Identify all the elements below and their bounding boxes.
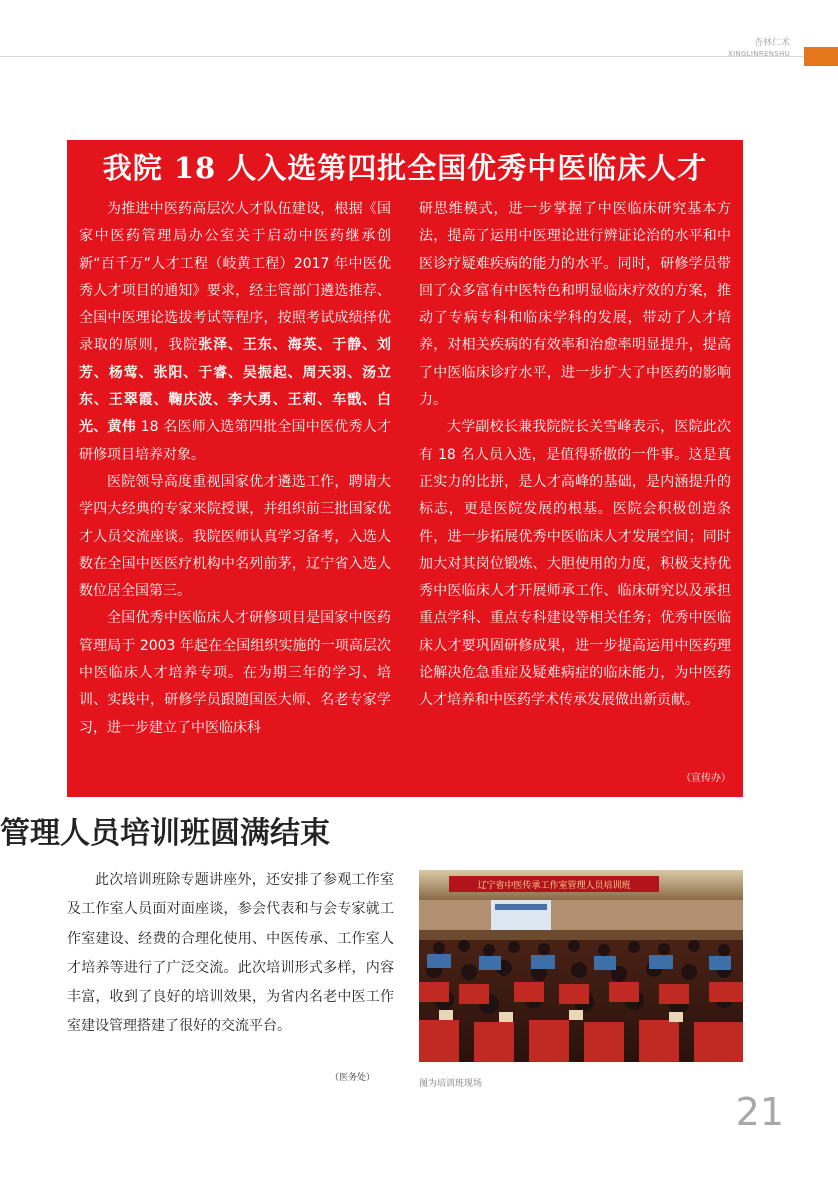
article2-paragraph: 此次培训班除专题讲座外，还安排了参观工作室及工作室人员面对面座谈，参会代表和与会专家就工作室建设、经费的合理化使用、中医传承、工作室人才培养等进行了广泛交流。此次培训形式多样，内容丰富，收到了良好的培训效果，为省内名老中医工作室建设管理搭建了很好的交流平台。 xyxy=(67,872,394,1035)
article1-column-right xyxy=(419,196,731,715)
p1-text-before: 为推进中医药高层次人才队伍建设，根据《国家中医药管理局办公室关于启动中医药继承创新“百千万”人才工程（岐黄工程）2017 年中医优秀人才项目的通知》要求，经主管部门遴选推荐、全国中医理论选拔考试等程序，按照考试成绩择优录取的原则，我院 xyxy=(79,201,391,354)
article1-column-left xyxy=(79,196,391,742)
article1-title: 我院 18 人入选第四批全国优秀中医临床人才 xyxy=(102,151,708,185)
p1-names: 张泽、王东、海英、于静、刘芳、杨莺、张阳、于睿、吴振起、周天羽、汤立东、王翠霞、鞠庆波、李大勇、王莉、车戬、白光、黄伟 xyxy=(79,337,392,436)
header-divider xyxy=(0,56,804,57)
article1-paragraph-4: 大学副校长兼我院院长关雪峰表示，医院此次有 18 名人员入选，是值得骄傲的一件事。这是真正实力的比拼，是人才高峰的基础，是内涵提升的标志，更是医院发展的根基。医院会积极创造条件，进一步拓展优秀中医临床人才发展空间；同时加大对其岗位锻炼、大胆使用的力度，积极支持优秀中医临床人才开展师承工作、临床研究以及承担重点学科、重点专科建设等相关任务；优秀中医临床人才要巩固研修成果，进一步提高运用中医药理论解决危急重症及疑难病症的临床能力，为中医药人才培养和中医药学术传承发展做出新贡献。 xyxy=(419,419,731,709)
training-photo-illustration xyxy=(419,870,743,1062)
article2-title: 管理人员培训班圆满结束 xyxy=(0,816,330,851)
header-accent-tab xyxy=(804,47,838,66)
article1-paragraph-3-cont: 研思维模式，进一步掌握了中医临床研究基本方法，提高了运用中医理论进行辨证论治的水平和中医诊疗疑难疾病的能力的水平。同时，研修学员带回了众多富有中医特色和明显临床疗效的方案，推动了专病专科和临床学科的发展，带动了人才培养，对相关疾病的有效率和治愈率明显提升，提高了中医临床诊疗水平，进一步扩大了中医药的影响力。 xyxy=(419,201,731,409)
brand-en: XINGLINRENSHU xyxy=(728,50,790,58)
article1-paragraph-3: 全国优秀中医临床人才研修项目是国家中医药管理局于 2003 年起在全国组织实施的一项高层次中医临床人才培养专项。在为期三年的学习、培训、实践中，研修学员跟随国医大师、名老专家学习，进一步建立了中医临床科 xyxy=(79,610,391,736)
p1-text-after: 18 名医师入选第四批全国中医优秀人才研修项目培养对象。 xyxy=(79,419,392,463)
article2-body xyxy=(67,866,394,1042)
article2-source: （医务处） xyxy=(330,1073,376,1083)
photo-caption: 图为培训班现场 xyxy=(419,1079,483,1089)
article-red-box xyxy=(67,140,743,797)
brand-cn: 杏林仁术 xyxy=(753,38,790,48)
article1-paragraph-2: 医院领导高度重视国家优才遴选工作，聘请大学四大经典的专家来院授课，并组织前三批国家优才人员交流座谈。我院医师认真学习备考，入选人数在全国中医医疗机构中名列前茅，辽宁省入选人数位居全国第三。 xyxy=(79,473,391,600)
photo-banner-text: 辽宁省中医传承工作室管理人员培训班 xyxy=(477,881,631,891)
training-photo xyxy=(419,870,743,1062)
article1-paragraph-1 xyxy=(79,196,391,469)
page-number: 21 xyxy=(735,1090,784,1134)
article1-source: （宣传办） xyxy=(681,773,731,784)
